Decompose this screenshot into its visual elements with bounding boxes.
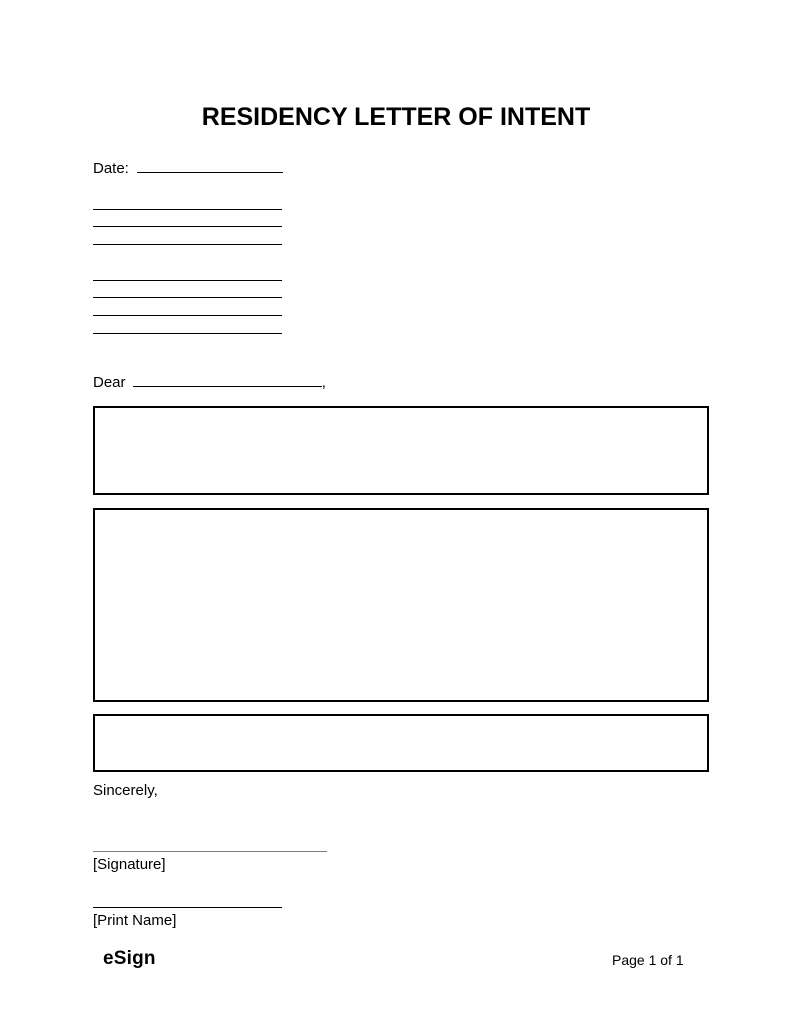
- date-label: Date:: [93, 160, 129, 177]
- document-title: RESIDENCY LETTER OF INTENT: [201, 103, 591, 131]
- salutation-row: [93, 372, 326, 392]
- signature-line[interactable]: [93, 851, 327, 852]
- date-field[interactable]: [137, 158, 283, 173]
- recipient-address-line-2[interactable]: [93, 297, 282, 298]
- recipient-address-line-3[interactable]: [93, 315, 282, 316]
- print-name-line[interactable]: [93, 907, 282, 908]
- recipient-name-field[interactable]: [133, 372, 322, 387]
- print-name-label: [Print Name]: [93, 912, 177, 929]
- closing-paragraph-box[interactable]: [93, 714, 709, 772]
- intro-paragraph-box[interactable]: [93, 406, 709, 495]
- page-indicator: Page 1 of 1: [612, 952, 684, 968]
- esign-logo: eSign: [103, 948, 156, 969]
- recipient-address-line-1[interactable]: [93, 280, 282, 281]
- recipient-address-line-4[interactable]: [93, 333, 282, 334]
- closing-text: Sincerely,: [93, 782, 158, 799]
- sender-address-line-2[interactable]: [93, 226, 282, 227]
- date-row: [93, 158, 283, 178]
- sender-address-line-3[interactable]: [93, 244, 282, 245]
- signature-label: [Signature]: [93, 856, 166, 873]
- salutation-comma: ,: [321, 374, 326, 391]
- sender-address-line-1[interactable]: [93, 209, 282, 210]
- body-paragraph-box[interactable]: [93, 508, 709, 702]
- salutation-label: Dear: [93, 374, 126, 391]
